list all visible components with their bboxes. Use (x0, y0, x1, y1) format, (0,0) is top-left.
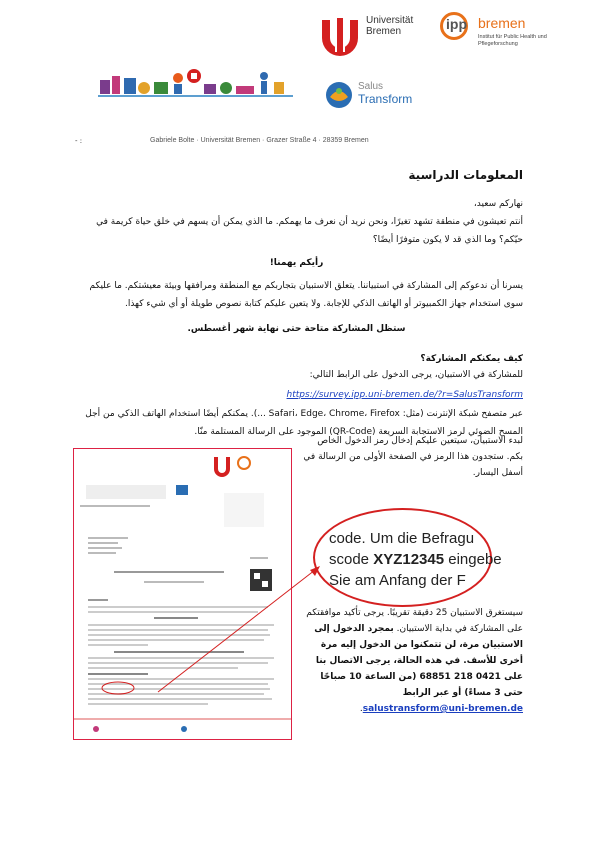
browser-text: عبر متصفح شبكة الإنترنت (مثل: Safari، Edge، Chrome، Firefox ...). يمكنكم أيضًا استخدام الهاتف الذكي من أجل المسح الضوئي لرمز الاستجابة السريعة (QR-Code) الموجود على الرسالة المستلمة منّا. (85, 409, 523, 437)
zoom-line3: Sie am Anfang der F (329, 572, 466, 589)
opinion-heading: رأيكم يهمنا! (269, 258, 324, 268)
code-instructions: لبدء الاستبيان، سيتعين عليكم إدخال رمز الدخول الخاص بكم. ستجدون هذا الرمز في الصفحة الأولى من الرسالة في أسفل اليسار. (303, 436, 523, 478)
invite-paragraph: يسرنا أن ندعوكم إلى المشاركة في استبياننا. يتعلق الاستبيان بتجاربكم مع المنطقة ومرافقها وبيئة معيشتكم. ما عليكم سوى استخدام جهاز الكمبيوتر أو الهاتف الذكي للإجابة. ولا يتعين عليكم كتابة نصوص طويلة أو أي شيء كهذا. (89, 281, 523, 309)
salus-line2: Transform (358, 92, 413, 106)
page-title: المعلومات الدراسية (408, 168, 523, 182)
ipp-city: bremen (478, 15, 526, 31)
university-emblem-icon (318, 14, 362, 58)
salus-transform-logo (324, 81, 414, 111)
how-heading: كيف يمكنكم المشاركة؟ (420, 354, 523, 364)
salus-hands-icon (324, 81, 354, 109)
university-name-line2: Bremen (366, 26, 402, 37)
access-code-example: XYZ12345 (373, 551, 445, 568)
university-name (366, 15, 413, 37)
neighborhood-icons-illustration (98, 66, 298, 106)
access-warning: بمجرد الدخول إلى الاستبيان مرة، لن تتمكنوا من الدخول إليه مرة أخرى للأسف. في هذه الحالة، يرجى الاتصال بنا على 0421 218 68851 (من الساعة 10 صباحًا حتى 3 مساءً) أو عبر الرابط (314, 624, 523, 698)
how-text: للمشاركة في الاستبيان، يرجى الدخول على الرابط التالي: (309, 370, 523, 380)
deadline-notice: ستظل المشاركة متاحة حتى نهاية شهر أغسطس. (187, 324, 406, 334)
duration-sentence: سيستغرق الاستبيان 25 دقيقة تقريبًا. يرجى تأكيد موافقتكم على المشاركة في بداية الاستبيان. (306, 608, 523, 634)
ipp-subtitle: Institut für Public Health und Pflegeforschung (478, 34, 547, 47)
zoom-line2-suffix: eingebe (444, 551, 502, 568)
neighborhood-icons-strip (98, 66, 298, 106)
sender-mark: - : (75, 137, 83, 145)
greeting: نهاركم سعيد، (473, 199, 523, 209)
salus-line1: Salus (358, 81, 384, 92)
access-code-zoom (313, 508, 502, 607)
zoom-line2-prefix: scode (329, 551, 374, 568)
sender-address: Gabriele Bolte · Universität Bremen · Grazer Straße 4 · 28359 Bremen (150, 137, 369, 144)
ipp-name: ipp (446, 16, 467, 32)
university-name-line1: Universität (366, 15, 414, 26)
survey-link[interactable]: https://survey.ipp.uni-bremen.de/?r=SalusTransform (286, 390, 523, 400)
ipp-bremen-logo (440, 12, 580, 64)
zoom-line1: code. Um die Befragu (329, 530, 475, 547)
email-link[interactable]: salustransform@uni-bremen.de (362, 704, 523, 714)
intro-paragraph: أنتم تعيشون في منطقة تشهد تغيرًا، ونحن نريد أن نعرف ما يهمكم. ما الذي يمكن أن يسهم في خلق حياة كريمة في حيّكم؟ وما الذي قد لا يكون متوفرًا أيضًا؟ (96, 217, 523, 245)
duration-text: سيستغرق الاستبيان 25 دقيقة تقريبًا. يرجى تأكيد موافقتكم على المشاركة في بداية الاستبيان. بمجرد الدخول إلى الاستبيان مرة، لن تتمكنوا من الدخول إليه مرة أخرى للأسف. في هذه الحالة، يرجى الاتصال بنا على 0421 218 68851 (من الساعة 10 صباحًا حتى 3 مساءً) أو عبر الرابط salustransform@uni-bremen.de. (306, 608, 523, 714)
